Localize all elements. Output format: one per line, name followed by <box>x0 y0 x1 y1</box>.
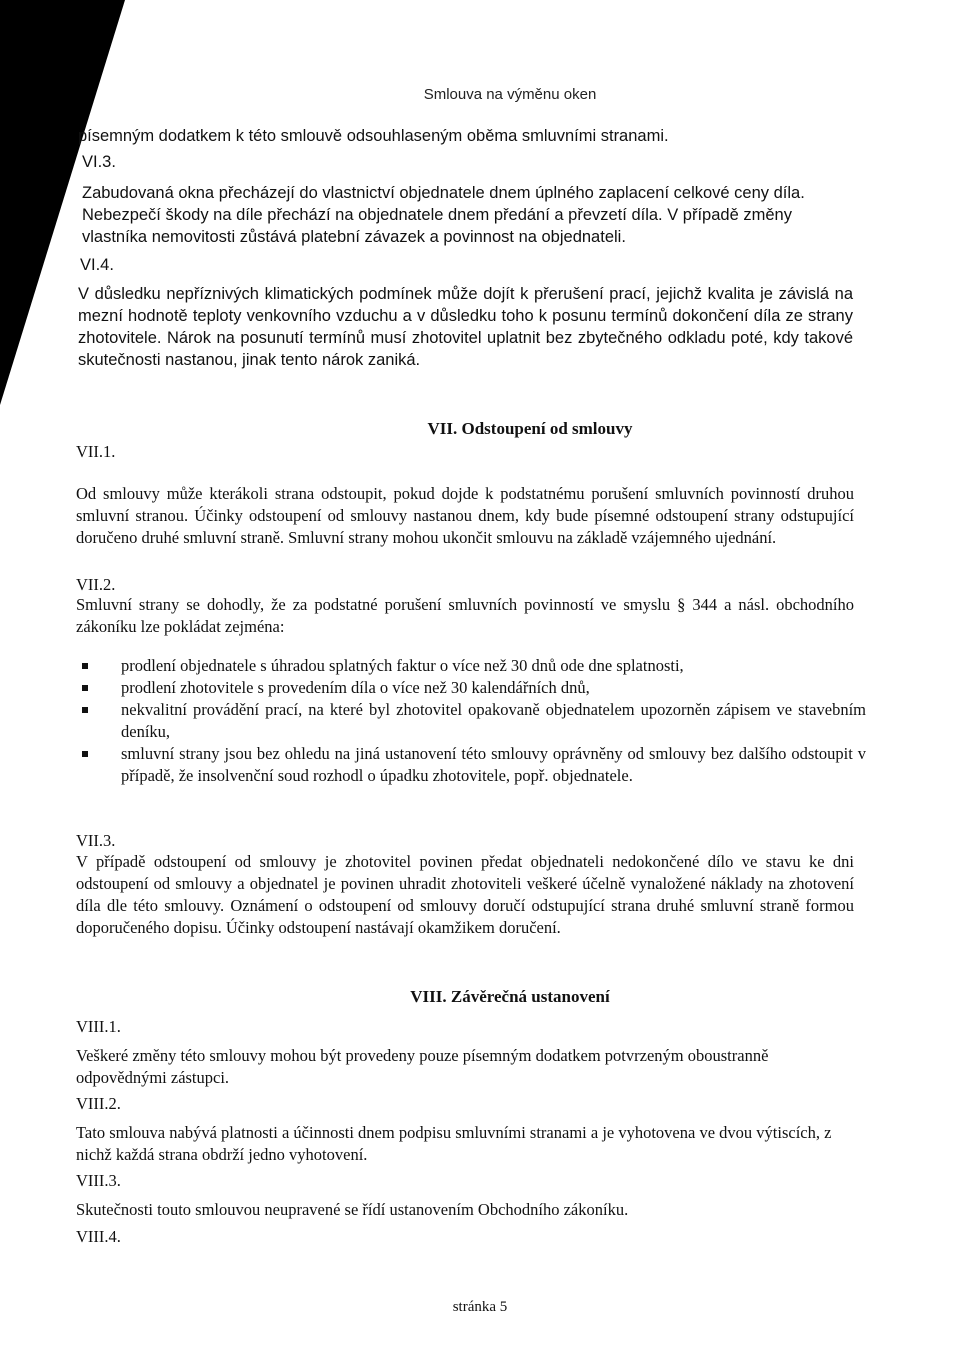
clause-number-viii4: VIII.4. <box>76 1227 121 1246</box>
clause-number-vii1: VII.1. <box>76 442 116 461</box>
page-header: Smlouva na výměnu oken <box>423 86 597 103</box>
breach-list <box>76 655 866 787</box>
clause-number-vii3: VII.3. <box>76 831 116 850</box>
clause-text-viii2: Tato smlouva nabývá platnosti a účinnosti dnem podpisu smluvními stranami a je vyhotovena ve dvou výtiscích, z nichž každá strana obdrží jedno vyhotovení. <box>76 1123 832 1164</box>
clause-text-vii3: V případě odstoupení od smlouvy je zhotovitel povinen předat objednateli nedokončené dílo ve stavu ke dni odstoupení od smlouvy a objednatel je povinen uhradit zhotoviteli veškeré účelně vynaložené náklady na zhotovení díla dle této smlouvy. Oznámení o odstoupení od smlouvy doručí odstupující strana druhé smluvní straně formou doporučeného dopisu. Účinky odstoupení nastávají okamžikem doručení. <box>76 852 854 937</box>
clause-text-vi4: V důsledku nepříznivých klimatických podmínek může dojít k přerušení prací, jejichž kvalita je závislá na mezní hodnotě teploty venkovního vzduchu a v důsledku toho k posunu termínů dokončení díla ze strany zhotovitele. Nárok na posunutí termínů musí zhotovitel uplatnit bez zbytečného odkladu poté, kdy takové skutečnosti nastanou, jinak tento nárok zaniká. <box>78 285 853 369</box>
clause-number-viii1: VIII.1. <box>76 1017 121 1036</box>
section-heading-vii: VII. Odstoupení od smlouvy <box>427 419 633 438</box>
carry-over-line: písemným dodatkem k této smlouvě odsouhlaseným oběma smluvními stranami. <box>78 127 669 145</box>
clause-number-vii2: VII.2. <box>76 575 116 594</box>
list-item: nekvalitní provádění prací, na které byl zhotovitel opakovaně objednatelem upozorněn zápisem ve stavebním deníku, <box>76 699 866 743</box>
clause-number-vi3: VI.3. <box>82 153 116 171</box>
clause-number-viii3: VIII.3. <box>76 1171 121 1190</box>
list-item: prodlení zhotovitele s provedením díla o více než 30 kalendářních dnů, <box>76 677 866 699</box>
section-heading-viii: VIII. Závěrečná ustanovení <box>410 987 610 1006</box>
clause-text-vi3: Zabudovaná okna přecházejí do vlastnictví objednatele dnem úplného zaplacení celkové ceny díla. Nebezpečí škody na díle přechází na objednatele dnem předání a převzetí díla. V případě změny vlastníka nemovitosti zůstává platební závazek a povinnost na objednateli. <box>82 184 805 246</box>
page-number: stránka 5 <box>452 1299 508 1315</box>
clause-text-viii1: Veškeré změny této smlouvy mohou být provedeny pouze písemným dodatkem potvrzeným oboustranně odpovědnými zástupci. <box>76 1046 769 1087</box>
clause-text-vii2: Smluvní strany se dohodly, že za podstatné porušení smluvních povinností ve smyslu § 344 a násl. obchodního zákoníku lze pokládat zejména: <box>76 595 854 636</box>
clause-text-vii1: Od smlouvy může kterákoli strana odstoupit, pokud dojde k podstatnému porušení smluvních povinností druhou smluvní stranou. Účinky odstoupení od smlouvy nastanou dnem, kdy bude písemné odstoupení strany odstupující doručeno druhé smluvní straně. Smluvní strany mohou ukončit smlouvu na základě vzájemného ujednání. <box>76 484 854 547</box>
clause-text-viii3: Skutečnosti touto smlouvou neupravené se řídí ustanovením Obchodního zákoníku. <box>76 1200 629 1219</box>
list-item: smluvní strany jsou bez ohledu na jiná ustanovení této smlouvy oprávněny od smlouvy bez dalšího odstoupit v případě, že insolvenční soud rozhodl o úpadku zhotovitele, popř. objednatele. <box>76 743 866 787</box>
clause-number-vi4: VI.4. <box>80 256 114 274</box>
list-item: prodlení objednatele s úhradou splatných faktur o více než 30 dnů ode dne splatnosti, <box>76 655 866 677</box>
clause-number-viii2: VIII.2. <box>76 1094 121 1113</box>
